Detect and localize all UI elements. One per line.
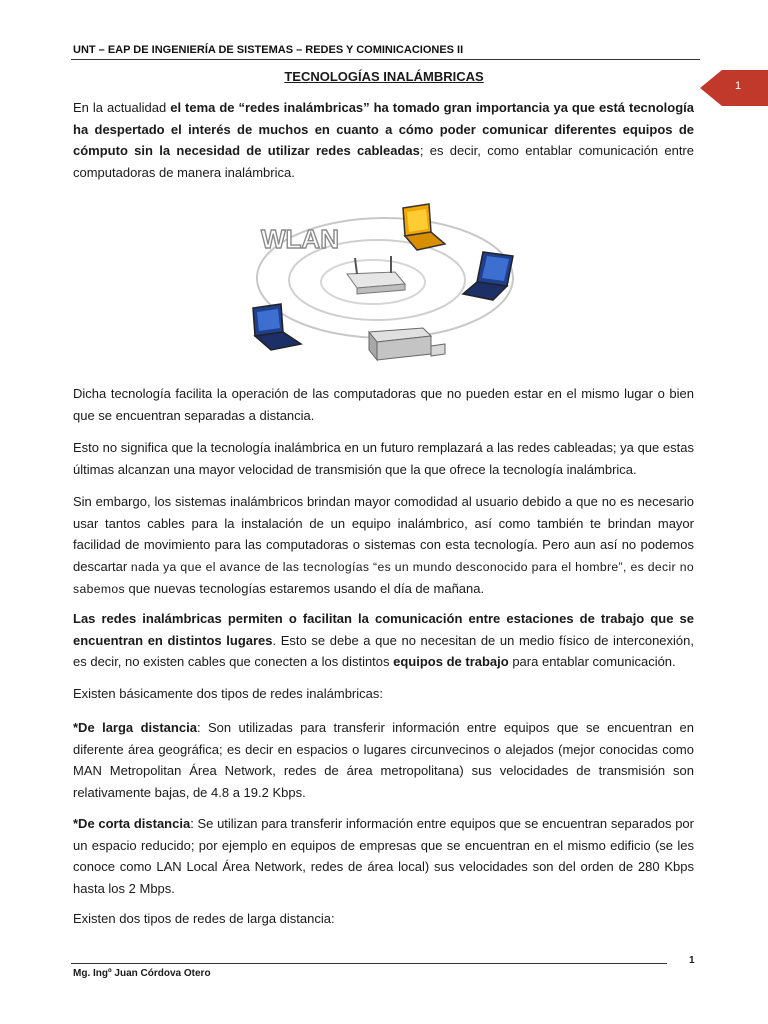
footer-author: Mg. Ingº Juan Córdova Otero — [73, 968, 211, 979]
paragraph-short-distance: *De corta distancia: Se utilizan para transferir información entre equipos que se encuentran separados por un espacio reducido; por ejemplo en equipos de empresas que se encuentran en el mismo edificio (se les conoce como LAN Local Área Network, redes de área local) sus velocidades son del orden de 280 Kbps hasta los 2 Mbps. — [73, 816, 694, 896]
paragraph-long-distance: *De larga distancia: Son utilizadas para transferir información entre equipos que se encuentran en diferente área geográfica; es decir en espacios o lugares circunvecinos o alejados (mejor conocidas como MAN Metropolitan Área Network, redes de área metropolitana) sus velocidades de transmisión son relativamente bajas, de 4.8 a 19.2 Kbps. — [73, 720, 695, 800]
paragraph-3: Esto no significa que la tecnología inalámbrica en un futuro remplazará a las redes cableadas; ya que estas últimas alcanzan una mayor velocidad de transmisión que la que ofrece la tecnología inalámbrica. — [73, 440, 694, 477]
footer-rule — [71, 963, 667, 964]
wlan-diagram-icon — [245, 196, 525, 364]
page-title: TECNOLOGÍAS INALÁMBRICAS — [284, 69, 484, 84]
footer-page-number: 1 — [689, 955, 695, 966]
paragraph-9: Existen dos tipos de redes de larga distancia: — [73, 911, 335, 926]
header-rule — [71, 59, 700, 60]
laptop-blue-left-icon — [253, 304, 301, 350]
paragraph-2: Dicha tecnología facilita la operación de las computadoras que no pueden estar en el mismo lugar o bien que se encuentran separadas a distancia. — [73, 386, 694, 423]
paragraph-6: Existen básicamente dos tipos de redes inalámbricas: — [73, 686, 383, 701]
wlan-label: WLAN — [261, 224, 339, 254]
paragraph-4: Sin embargo, los sistemas inalámbricos brindan mayor comodidad al usuario debido a que no es necesario usar tantos cables para la instalación de un equipo inalámbrico, así como también te brindan mayor facilidad de movimiento para las computadoras o sistemas con esta tecnología. Pero aun así no podemos descartar nada ya que el avance de las tecnologías “es un mundo desconocido para el hombre”, es decir no sabemos que nuevas tecnologías estaremos usando el día de mañana. — [73, 494, 694, 597]
running-header: UNT – EAP DE INGENIERÍA DE SISTEMAS – REDES Y COMINICACIONES II — [73, 44, 464, 56]
paragraph-intro: En la actualidad el tema de “redes inalámbricas” ha tomado gran importancia ya que está tecnología ha despertado el interés de muchos en cuanto a cómo poder comunicar diferentes equipos de cómputo sin la necesidad de utilizar redes cableadas; es decir, como entablar comunicación entre computadoras de manera inalámbrica. — [73, 100, 694, 180]
laptop-blue-right-icon — [463, 252, 513, 300]
page-tab-number: 1 — [735, 80, 742, 92]
paragraph-5: Las redes inalámbricas permiten o facilitan la comunicación entre estaciones de trabajo que se encuentran en distintos lugares. Esto se debe a que no necesitan de un medio físico de interconexión, es decir, no existen cables que conecten a los distintos equipos de trabajo para entablar comunicación. — [73, 611, 694, 670]
